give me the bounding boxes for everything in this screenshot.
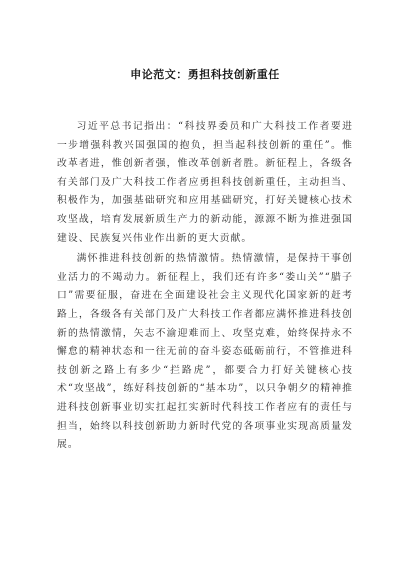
document-title: 申论范文：勇担科技创新重任 xyxy=(130,68,280,81)
paragraph-1: 习近平总书记指出：“科技界委员和广大科技工作者要进一步增强科教兴国强国的抱负，担当起科技创新的重任”。惟改革者进，惟创新者强，惟改革创新者胜。新征程上，各级各有关部门及广大科技工作者应勇担科技创新重任，主动担当、积极作为，加强基础研究和应用基础研究，打好关键核心技术攻坚战，培育发展新质生产力的新动能，源源不断为推进强国建设、民族复兴伟业作出新的更大贡献。 xyxy=(57,121,353,244)
document-body xyxy=(57,118,353,455)
paragraph-2: 满怀推进科技创新的热情激情。热情激情，是保持干事创业活力的不竭动力。新征程上，我们还有许多“娄山关”“腊子口”需要征服，奋进在全面建设社会主义现代化国家新的赶考路上，各级各有关部门及广大科技工作者都应满怀推进科技创新的热情激情，矢志不渝迎难而上、攻坚克难，始终保持永不懈怠的精神状态和一往无前的奋斗姿态砥砺前行，不管推进科技创新之路上有多少“拦路虎”，都要合力打好关键核心技术“攻坚战”，练好科技创新的“基本功”，以只争朝夕的精神推进科技创新事业切实扛起扛实新时代科技工作者应有的责任与担当，始终以科技创新助力新时代党的各项事业实现高质量发展。 xyxy=(57,253,353,451)
